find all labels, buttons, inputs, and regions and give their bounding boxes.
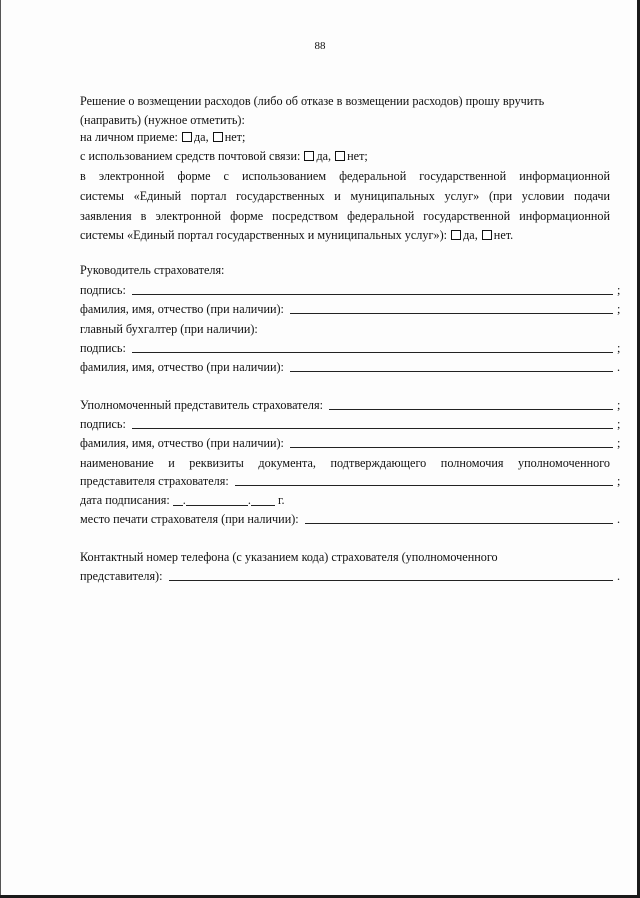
representative-name-field[interactable]: [290, 437, 613, 448]
electronic-line-1: в электронной форме с использованием федеральной государственной информационной: [80, 169, 610, 183]
sign-date-year-suffix: г.: [277, 493, 285, 507]
document-details-line-1: наименование и реквизиты документа, подтверждающего полномочия уполномоченного: [80, 456, 610, 470]
head-signature-label: подпись:: [80, 283, 126, 297]
accountant-signature-label: подпись:: [80, 341, 126, 355]
in-person-option: [80, 130, 245, 144]
accountant-name-field[interactable]: [290, 361, 613, 372]
electronic-yes-label: да,: [463, 228, 478, 242]
page-number: 88: [314, 40, 326, 52]
by-post-yes-label: да,: [316, 149, 332, 163]
sign-date-month-field[interactable]: [186, 495, 248, 506]
by-post-option: [80, 149, 368, 163]
punctuation: ;: [617, 417, 621, 431]
representative-name-row: [80, 436, 625, 450]
electronic-line-4: системы «Единый портал государственных и муниципальных услуг»):: [80, 228, 448, 242]
head-name-label: фамилия, имя, отчество (при наличии):: [80, 302, 284, 316]
decision-line-1: Решение о возмещении расходов (либо об отказе в возмещении расходов) прошу вручить: [80, 94, 545, 108]
seal-place-row: [80, 512, 625, 526]
representative-name-label: фамилия, имя, отчество (при наличии):: [80, 436, 284, 450]
representative-section-title: Уполномоченный представитель страхователя:: [80, 398, 323, 412]
seal-place-field[interactable]: [305, 513, 613, 524]
electronic-no-checkbox[interactable]: [482, 230, 492, 240]
sign-date-label: дата подписания:: [80, 493, 170, 507]
chief-accountant-label: главный бухгалтер (при наличии):: [80, 322, 258, 336]
punctuation: ;: [617, 302, 621, 316]
accountant-name-label: фамилия, имя, отчество (при наличии):: [80, 360, 284, 374]
in-person-no-checkbox[interactable]: [213, 132, 223, 142]
contact-row: [80, 569, 625, 583]
head-name-row: [80, 302, 625, 316]
decision-line-2: (направить) (нужное отметить):: [80, 113, 245, 127]
accountant-name-row: [80, 360, 625, 374]
accountant-signature-row: [80, 341, 625, 355]
contact-line-2: представителя):: [80, 569, 163, 583]
punctuation: .: [617, 569, 621, 583]
seal-place-label: место печати страхователя (при наличии):: [80, 512, 299, 526]
punctuation: ;: [617, 398, 621, 412]
electronic-yes-checkbox[interactable]: [451, 230, 461, 240]
head-name-field[interactable]: [290, 303, 613, 314]
representative-signature-field[interactable]: [132, 418, 613, 429]
sign-date-year-field[interactable]: [251, 495, 275, 506]
sign-date-row: дата подписания: . . г.: [80, 493, 285, 507]
head-section-title: Руководитель страхователя:: [80, 263, 225, 277]
in-person-label: на личном приеме:: [80, 130, 178, 144]
head-signature-row: [80, 283, 625, 297]
punctuation: ;: [617, 474, 621, 488]
electronic-option: [80, 228, 513, 242]
sign-date-day-field[interactable]: [173, 495, 183, 506]
in-person-no-label: нет;: [224, 130, 246, 144]
punctuation: ;: [617, 341, 621, 355]
representative-field[interactable]: [329, 399, 613, 410]
by-post-no-checkbox[interactable]: [335, 151, 345, 161]
page-left-edge: [0, 0, 1, 898]
contact-phone-field[interactable]: [169, 570, 613, 581]
document-details-line-2: представителя страхователя:: [80, 474, 229, 488]
punctuation: .: [617, 512, 621, 526]
punctuation: ;: [617, 436, 621, 450]
in-person-yes-checkbox[interactable]: [182, 132, 192, 142]
by-post-no-label: нет;: [347, 149, 368, 163]
representative-signature-row: [80, 417, 625, 431]
punctuation: ;: [617, 283, 621, 297]
contact-line-1: Контактный номер телефона (с указанием кода) страхователя (уполномоченного: [80, 550, 498, 564]
accountant-signature-field[interactable]: [132, 342, 613, 353]
head-signature-field[interactable]: [132, 284, 613, 295]
punctuation: .: [617, 360, 621, 374]
document-details-row: [80, 474, 625, 488]
in-person-yes-label: да,: [193, 130, 209, 144]
by-post-yes-checkbox[interactable]: [304, 151, 314, 161]
electronic-no-label: нет.: [493, 228, 514, 242]
representative-signature-label: подпись:: [80, 417, 126, 431]
electronic-line-2: системы «Единый портал государственных и муниципальных услуг» (при условии подачи: [80, 189, 610, 203]
representative-title-row: [80, 398, 625, 412]
document-details-field[interactable]: [235, 475, 613, 486]
by-post-label: с использованием средств почтовой связи:: [80, 149, 301, 163]
electronic-line-3: заявления в электронной форме посредством федеральной государственной информационной: [80, 209, 610, 223]
